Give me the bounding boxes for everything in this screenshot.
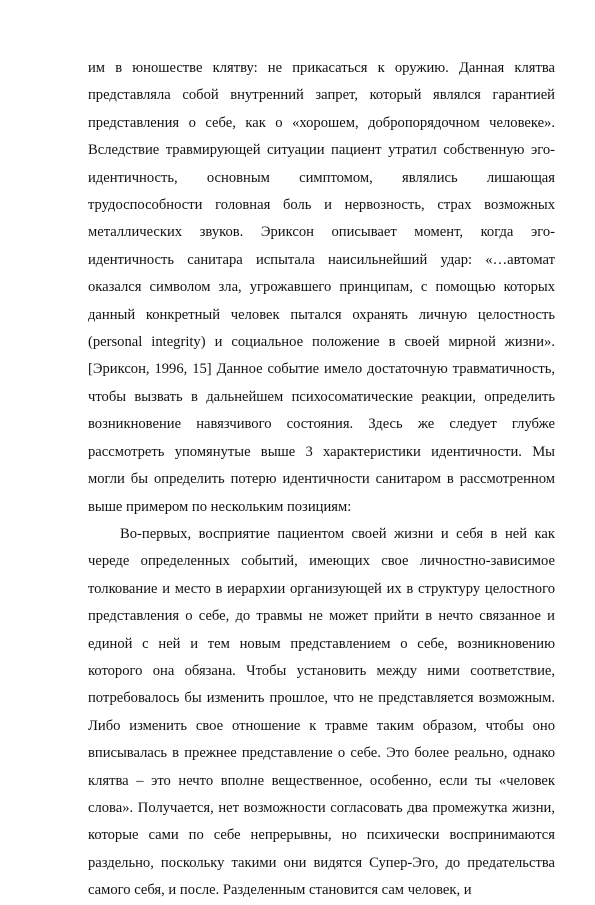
body-text bbox=[88, 55, 555, 905]
paragraph-2: Во-первых, восприятие пациентом своей жизни и себя в ней как череде определенных событий, имеющих свое личностно-зависимое толкование и место в иерархии организующей их в структуру целостного представления о себе, до травмы не может прийти в нечто связанное и единой с ней и тем новым представлением о себе, возникновению которого она обязана. Чтобы установить между ними соответствие, потребовалось бы изменить прошлое, что не представляется возможным. Либо изменить свое отношение к травме таким образом, чтобы оно вписывалась в прежнее представление о себе. Это более реально, однако клятва – это нечто вполне вещественное, особенно, если ты «человек слова». Получается, нет возможности согласовать два промежутка жизни, которые сами по себе непрерывны, но психически воспринимаются раздельно, поскольку такими они видятся Супер-Эго, до предательства самого себя, и после. Разделенным становится сам человек, и bbox=[88, 525, 555, 899]
paragraph-1: им в юношестве клятву: не прикасаться к оружию. Данная клятва представляла собой внутренний запрет, который являлся гарантией представления о себе, как о «хорошем, добропорядочном человеке». Вследствие травмирующей ситуации пациент утратил собственную эго-идентичность, основным симптомом, являлись лишающая трудоспособности головная боль и нервозность, страх возможных металлических звуков. Эриксон описывает момент, когда эго-идентичность санитара испытала наисильнейший удар: «…автомат оказался символом зла, угрожавшего принципам, с помощью которых данный конкретный человек пытался охранять личную целостность (personal integrity) и социальное положение в своей мирной жизни». [Эриксон, 1996, 15] Данное событие имело достаточную травматичность, чтобы вызвать в дальнейшем психосоматические реакции, определить возникновение навязчивого состояния. Здесь же следует глубже рассмотреть упомянутые выше 3 характеристики идентичности. Мы могли бы определить потерю идентичности санитаром в рассмотренном выше примером по нескольким позициям: bbox=[88, 60, 555, 515]
